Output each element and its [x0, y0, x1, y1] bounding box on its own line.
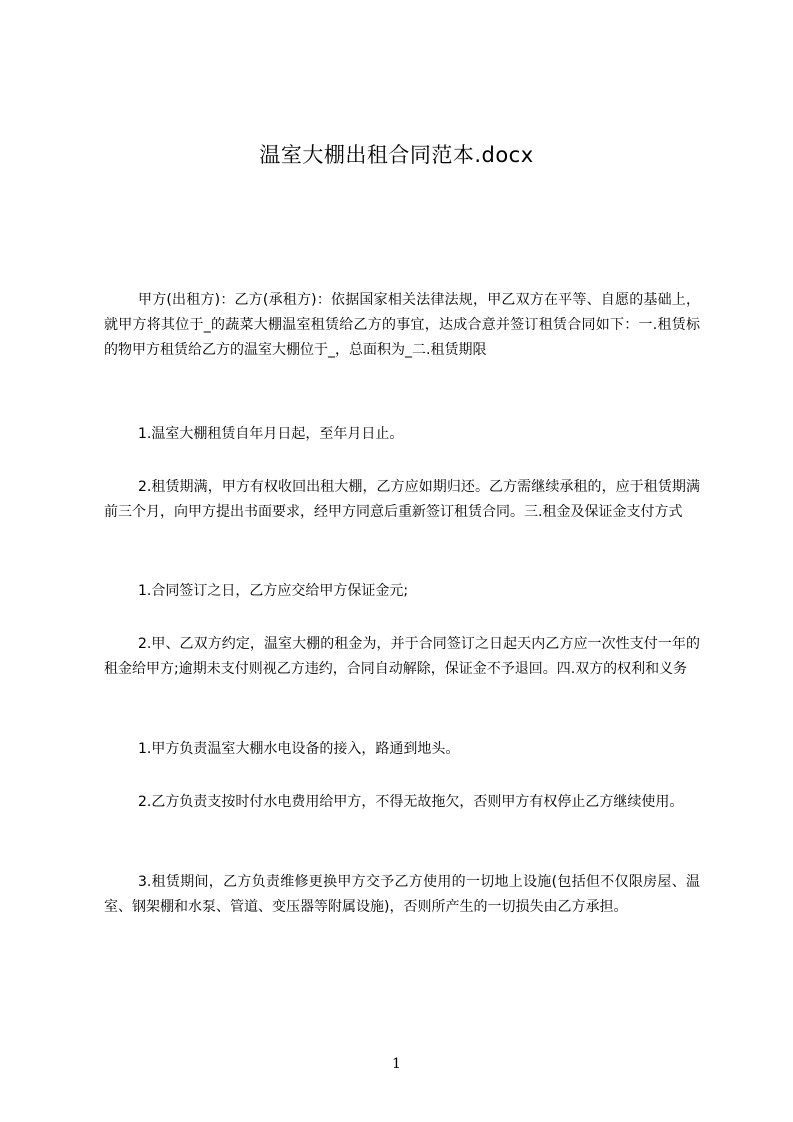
paragraph-payment-1: 1.合同签订之日，乙方应交给甲方保证金元;: [138, 583, 409, 599]
paragraph-rights-3: 3.租赁期间，乙方负责维修更换甲方交予乙方使用的一切地上设施(包括但不仅限房屋、温室、钢架棚和水泵、管道、变压器等附属设施)，否则所产生的一切损失由乙方承担。: [104, 874, 700, 915]
paragraph-rights-1: 1.甲方负责温室大棚水电设备的接入，路通到地头。: [138, 741, 460, 757]
paragraph-lease-term-2: 2.租赁期满，甲方有权收回出租大棚，乙方应如期归还。乙方需继续承租的，应于租赁期满前三个月，向甲方提出书面要求，经甲方同意后重新签订租赁合同。三.租金及保证金支付方式: [104, 479, 700, 520]
document-title: 温室大棚出租合同范本.docx: [259, 143, 534, 167]
paragraph-preamble: 甲方(出租方)：乙方(承租方)：依据国家相关法律法规，甲乙双方在平等、自愿的基础上，就甲方将其位于_的蔬菜大棚温室租赁给乙方的事宜，达成合意并签订租赁合同如下：一.租赁标的物甲方租赁给乙方的温室大棚位于_，总面积为_二.租赁期限: [104, 292, 700, 358]
paragraph-rights-2: 2.乙方负责支按时付水电费用给甲方，不得无故拖欠，否则甲方有权停止乙方继续使用。: [138, 794, 684, 810]
page-number: 1: [392, 1056, 401, 1072]
paragraph-lease-term-1: 1.温室大棚租赁自年月日起，至年月日止。: [138, 426, 404, 442]
paragraph-payment-2: 2.甲、乙双方约定，温室大棚的租金为，并于合同签订之日起天内乙方应一次性支付一年的租金给甲方;逾期未支付则视乙方违约，合同自动解除，保证金不予退回。四.双方的权利和义务: [104, 636, 700, 677]
